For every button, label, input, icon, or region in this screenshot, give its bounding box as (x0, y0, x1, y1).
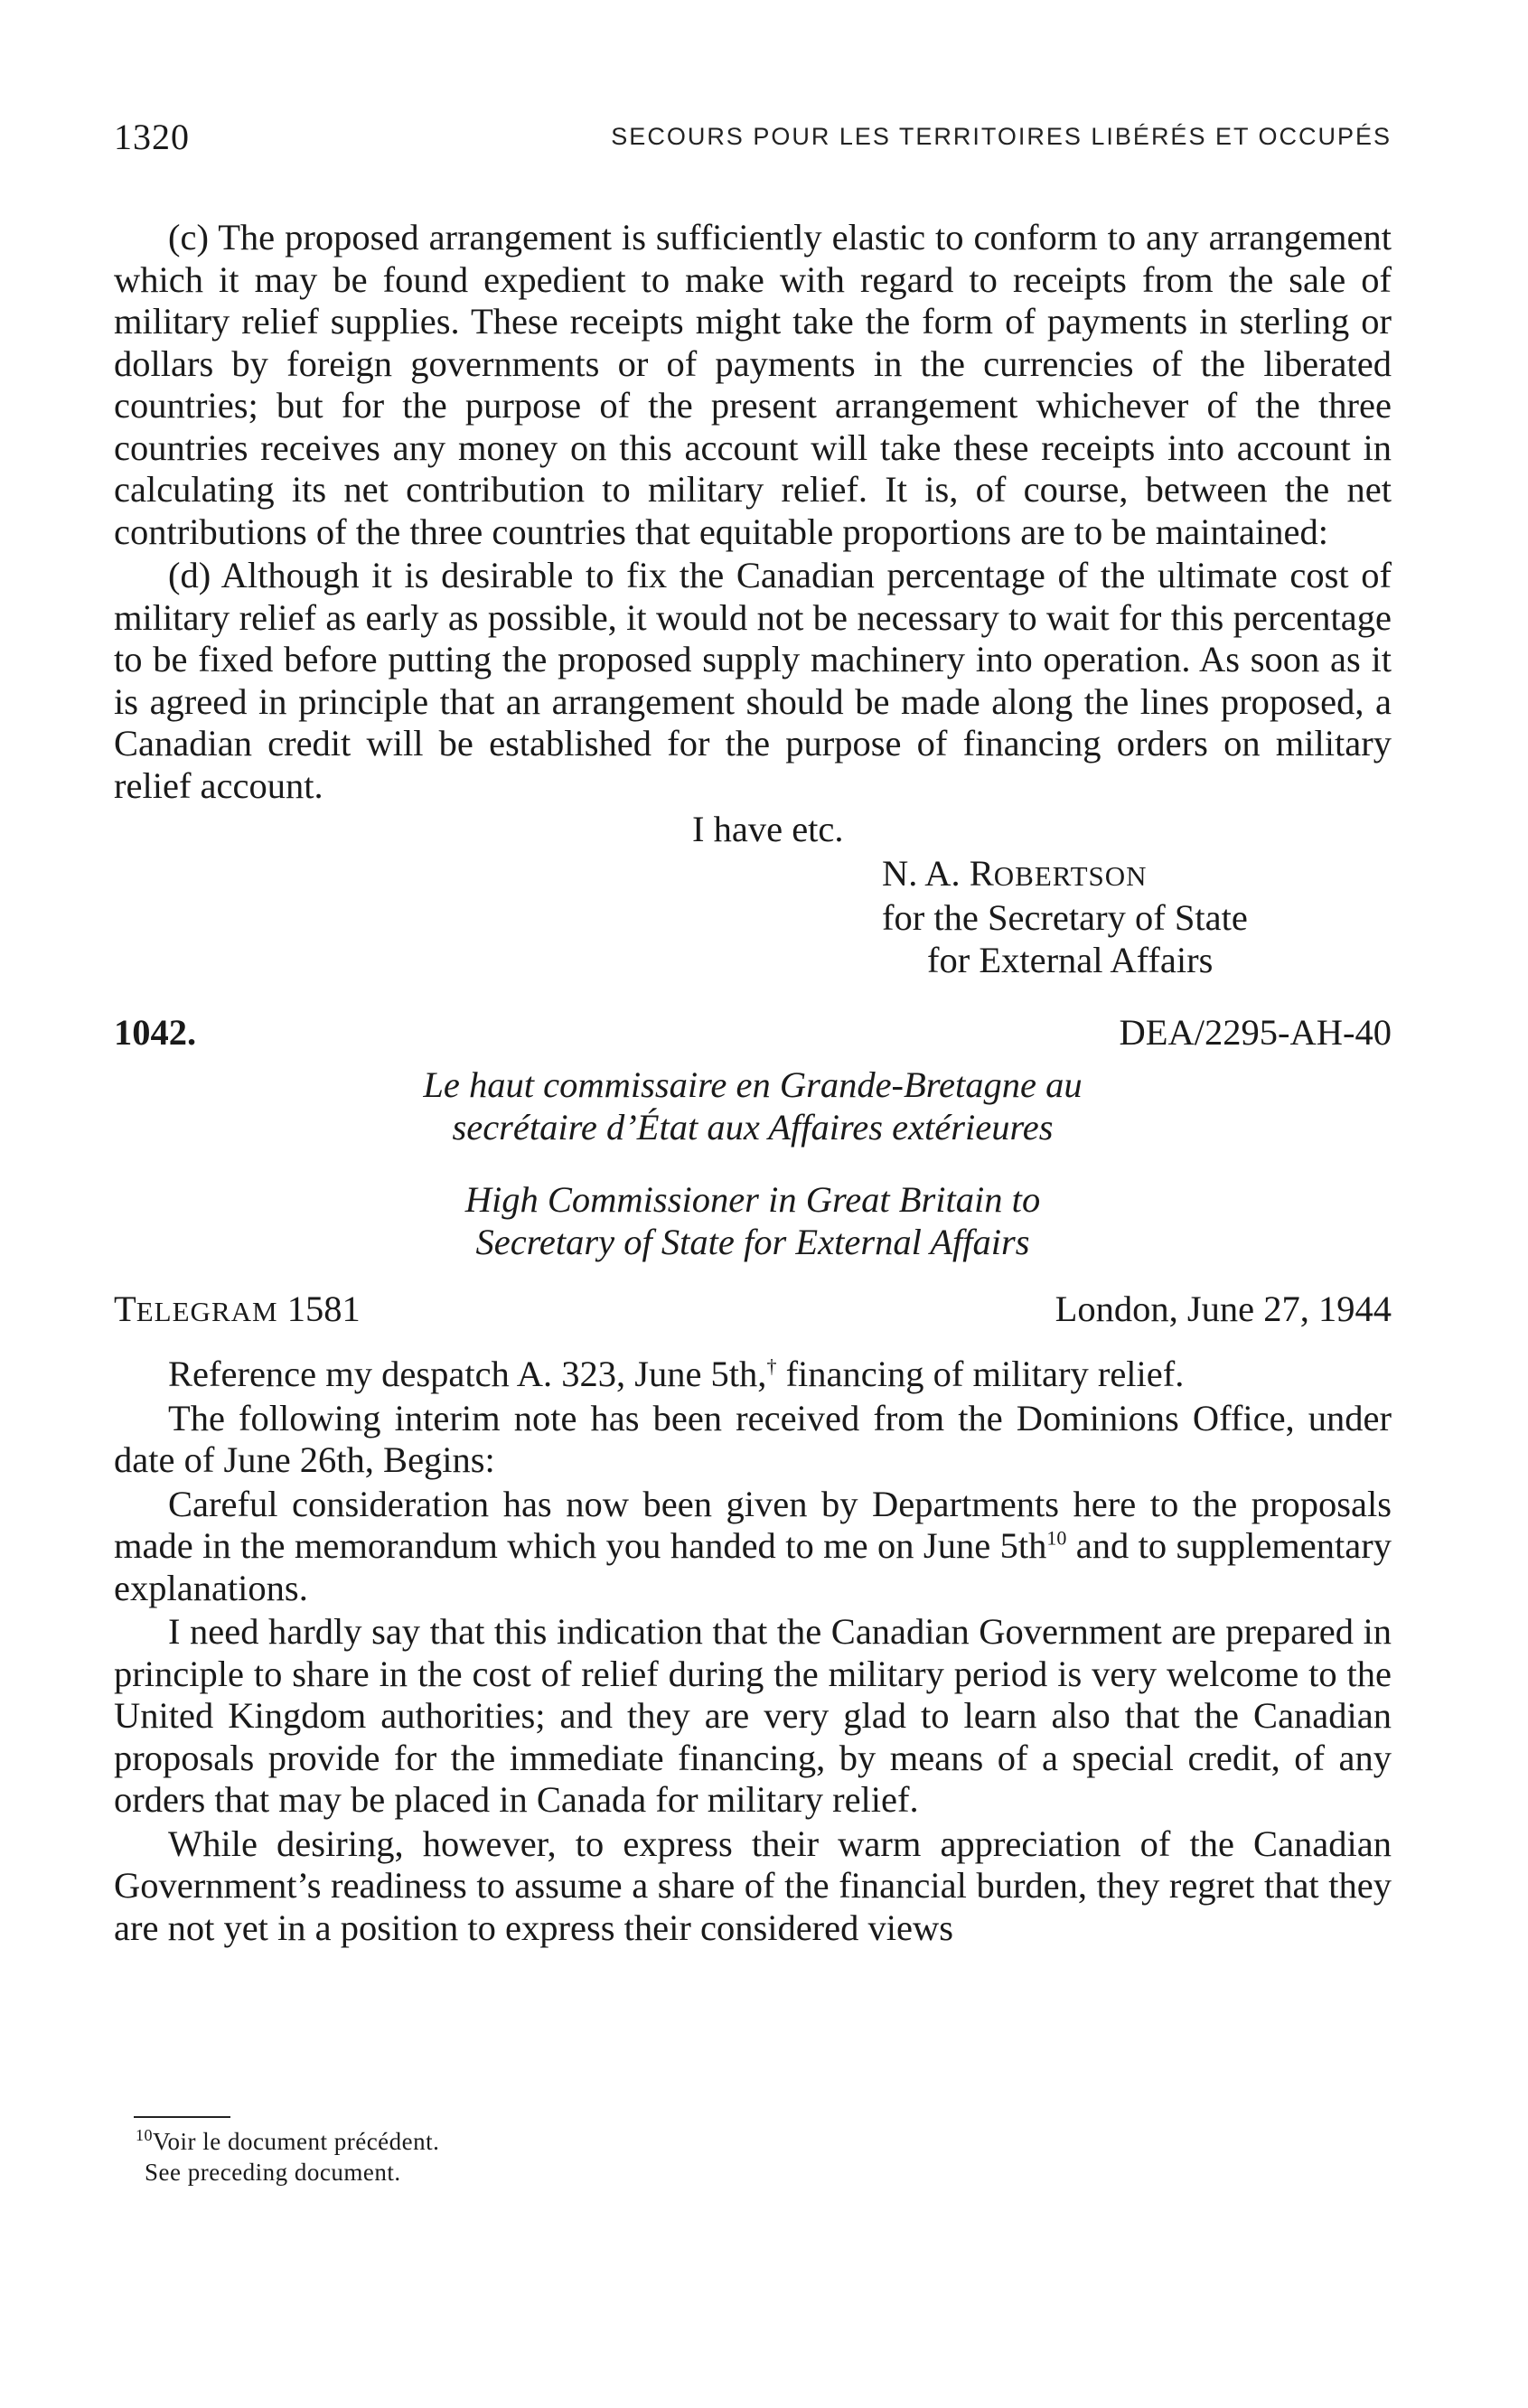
paragraph-careful-text-2: and to supplementary explanations. (114, 1525, 1392, 1608)
paragraph-following: The following interim note has been received from the Dominions Office, under date of June 26th, Begins: (114, 1397, 1392, 1480)
telegram-smallcaps: ELEGRAM (136, 1296, 278, 1327)
signer-title-line1: for the Secretary of State (882, 897, 1248, 938)
telegram-label (114, 1288, 361, 1334)
signer-title-line2: for External Affairs (927, 939, 1214, 980)
paragraph-careful-text: Careful consideration has now been given by Departments here to the proposals made in the memorandum which you handed to me on June 5th (114, 1483, 1392, 1566)
telegram-number: 1581 (286, 1288, 361, 1329)
paragraph-c: (c) The proposed arrangement is sufficiently elastic to conform to any arrangement which it may be found expedient to make with regard to receipts from the sale of military relief supplies. These receipts might take the form of payments in sterling or dollars by foreign governments or of payments in the currencies of the liberated countries; but for the purpose of the present arrangement whichever of the three countries receives any money on this account will take these receipts into account in calculating its net contribution to military relief. It is, of course, between the net contributions of the three countries that equitable proportions are to be maintained: (114, 217, 1392, 552)
signer-initials: N. A. R (882, 852, 994, 894)
page-body (114, 217, 1392, 1949)
footnote-fr-text: Voir le document précédent. (153, 2128, 440, 2155)
telegram-initial: T (114, 1288, 136, 1329)
page-header (114, 116, 1392, 157)
footnote-divider (134, 2116, 230, 2118)
title-en-line2: Secretary of State for External Affairs (475, 1221, 1030, 1262)
paragraph-need: I need hardly say that this indication that the Canadian Government are prepared in principle to share in the cost of relief during the military period is very welcome to the United Kingdom authorities; and they are very glad to learn also that the Canadian proposals provide for the immediate financing, by means of a special credit, of any orders that may be placed in Canada for military relief. (114, 1611, 1392, 1820)
footnotes (136, 2126, 439, 2188)
running-head: SECOURS POUR LES TERRITOIRES LIBÉRÉS ET OCCUPÉS (611, 123, 1392, 150)
document-heading-row (114, 1012, 1392, 1059)
document-number: 1042. (114, 1012, 197, 1053)
dateline: London, June 27, 1944 (1055, 1288, 1392, 1329)
title-fr-line1: Le haut commissaire en Grande-Bretagne au (423, 1064, 1083, 1105)
closing-salutation: I have etc. (692, 809, 844, 849)
document-reference: DEA/2295-AH-40 (1119, 1012, 1392, 1053)
footnote-fr (136, 2126, 439, 2157)
footnote-reference-mark: 10 (1046, 1526, 1067, 1550)
paragraph-careful (114, 1484, 1392, 1610)
signer-name (114, 853, 1392, 898)
paragraph-reference-text-2: financing of military relief. (776, 1354, 1185, 1394)
paragraph-while: While desiring, however, to express their warm appreciation of the Canadian Government’s readiness to assume a share of the financial burden, they regret that they are not yet in a position to express their considered views (114, 1822, 1392, 1948)
title-en-line1: High Commissioner in Great Britain to (464, 1179, 1041, 1220)
dagger-mark: † (766, 1354, 777, 1378)
signer-surname-smallcaps: OBERTSON (993, 859, 1148, 892)
footnote-mark: 10 (136, 2126, 153, 2144)
footnote-en: See preceding document. (145, 2159, 401, 2186)
paragraph-d: (d) Although it is desirable to fix the Canadian percentage of the ultimate cost of military relief as early as possible, it would not be necessary to wait for this percentage to be fixed before putting the proposed supply machinery into operation. As soon as it is agreed in principle that an arrangement should be made along the lines proposed, a Canadian credit will be established for the purpose of financing orders on military relief account. (114, 555, 1392, 806)
closing-block (114, 809, 1392, 981)
page-number: 1320 (114, 117, 190, 157)
telegram-row (114, 1288, 1392, 1334)
paragraph-reference (114, 1354, 1392, 1396)
document-titles (114, 1064, 1392, 1263)
paragraph-reference-text: Reference my despatch A. 323, June 5th, (168, 1354, 767, 1394)
title-fr-line2: secrétaire d’État aux Affaires extérieures (452, 1106, 1054, 1148)
telegram-body (114, 1354, 1392, 1949)
